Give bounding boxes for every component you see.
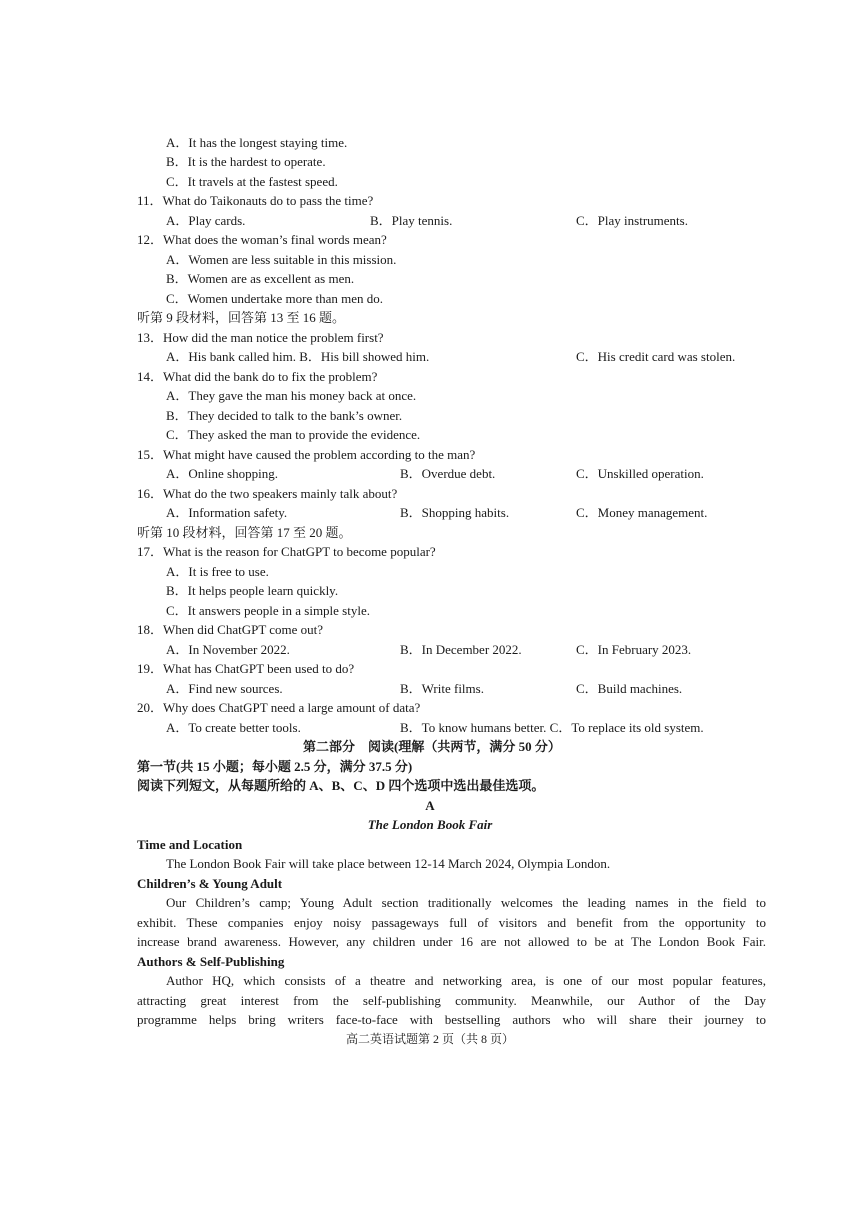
q19-option-c: C．Build machines. — [576, 681, 683, 696]
section9-instruction: 听第 9 段材料，回答第 13 至 16 题。 — [137, 310, 346, 325]
heading-children-young-adult: Children’s & Young Adult — [137, 876, 283, 891]
q17-option-a: A．It is free to use. — [166, 564, 269, 579]
q12-stem: 12．What does the woman’s final words mean? — [137, 232, 387, 247]
passage-letter: A — [425, 798, 435, 813]
q12-option-b: B．Women are as excellent as men. — [166, 271, 355, 286]
q10-option-a: A．It has the longest staying time. — [166, 135, 348, 150]
page-footer: 高二英语试题第 2 页（共 8 页） — [345, 1032, 514, 1046]
heading-time-location: Time and Location — [137, 837, 243, 852]
q20-stem: 20．Why does ChatGPT need a large amount of data? — [137, 700, 421, 715]
paragraph-children-line-2: exhibit. These companies enjoy noisy passageways full of visitors and benefit from the opportunity to — [137, 915, 766, 930]
q10-option-b: B．It is the hardest to operate. — [166, 154, 326, 169]
q20-option-bc: B．To know humans better. C．To replace its old system. — [400, 720, 704, 735]
q11-option-b: B．Play tennis. — [370, 213, 453, 228]
q12-option-c: C．Women undertake more than men do. — [166, 291, 384, 306]
paragraph-authors-line-1: Author HQ, which consists of a theatre and networking area, is one of our most popular features, — [166, 973, 766, 988]
section10-instruction: 听第 10 段材料，回答第 17 至 20 题。 — [137, 525, 352, 540]
passage-title: The London Book Fair — [367, 817, 493, 832]
q11-option-a: A．Play cards. — [166, 213, 246, 228]
paragraph-children-line-3: increase brand awareness. However, any children under 16 are not allowed to be at The London Book Fair. — [137, 934, 766, 949]
q15-option-c: C．Unskilled operation. — [576, 466, 704, 481]
q18-option-c: C．In February 2023. — [576, 642, 692, 657]
heading-authors-self-publishing: Authors & Self-Publishing — [137, 954, 285, 969]
q10-option-c: C．It travels at the fastest speed. — [166, 174, 338, 189]
q15-stem: 15．What might have caused the problem according to the man? — [137, 447, 476, 462]
part2-instruction: 阅读下列短文，从每题所给的 A、B、C、D 四个选项中选出最佳选项。 — [137, 778, 545, 793]
part2-title: 第二部分 阅读(理解（共两节，满分 50 分） — [303, 739, 561, 754]
q19-option-b: B．Write films. — [400, 681, 484, 696]
q13-option-ab: A．His bank called him. B．His bill showed him. — [166, 349, 430, 364]
q13-option-c: C．His credit card was stolen. — [576, 349, 736, 364]
q19-stem: 19．What has ChatGPT been used to do? — [137, 661, 355, 676]
q16-stem: 16．What do the two speakers mainly talk about? — [137, 486, 398, 501]
q11-stem: 11．What do Taikonauts do to pass the time? — [137, 193, 374, 208]
q17-option-c: C．It answers people in a simple style. — [166, 603, 370, 618]
q14-option-a: A．They gave the man his money back at once. — [166, 388, 417, 403]
q13-stem: 13．How did the man notice the problem first? — [137, 330, 384, 345]
q16-option-a: A．Information safety. — [166, 505, 288, 520]
q19-option-a: A．Find new sources. — [166, 681, 283, 696]
q18-stem: 18．When did ChatGPT come out? — [137, 622, 324, 637]
q11-option-c: C．Play instruments. — [576, 213, 688, 228]
q15-option-b: B．Overdue debt. — [400, 466, 496, 481]
q14-option-b: B．They decided to talk to the bank’s owner. — [166, 408, 403, 423]
q14-option-c: C．They asked the man to provide the evidence. — [166, 427, 421, 442]
paragraph-children-line-1: Our Children’s camp; Young Adult section traditionally welcomes the leading names in the field to — [166, 895, 766, 910]
q18-option-a: A．In November 2022. — [166, 642, 290, 657]
paragraph-authors-line-2: attracting great interest from the self-publishing community. Meanwhile, our Author of the Day — [137, 993, 766, 1008]
q18-option-b: B．In December 2022. — [400, 642, 522, 657]
q16-option-c: C．Money management. — [576, 505, 708, 520]
q20-option-a: A．To create better tools. — [166, 720, 301, 735]
q17-stem: 17．What is the reason for ChatGPT to become popular? — [137, 544, 436, 559]
q17-option-b: B．It helps people learn quickly. — [166, 583, 339, 598]
q16-option-b: B．Shopping habits. — [400, 505, 510, 520]
q12-option-a: A．Women are less suitable in this mission. — [166, 252, 397, 267]
paragraph-time-location: The London Book Fair will take place between 12-14 March 2024, Olympia London. — [166, 856, 611, 871]
q15-option-a: A．Online shopping. — [166, 466, 278, 481]
q14-stem: 14．What did the bank do to fix the problem? — [137, 369, 378, 384]
paragraph-authors-line-3: programme helps bring writers face-to-face with bestselling authors who will share their journey to — [137, 1012, 766, 1027]
part2-section1: 第一节(共 15 小题；每小题 2.5 分，满分 37.5 分) — [137, 759, 413, 774]
